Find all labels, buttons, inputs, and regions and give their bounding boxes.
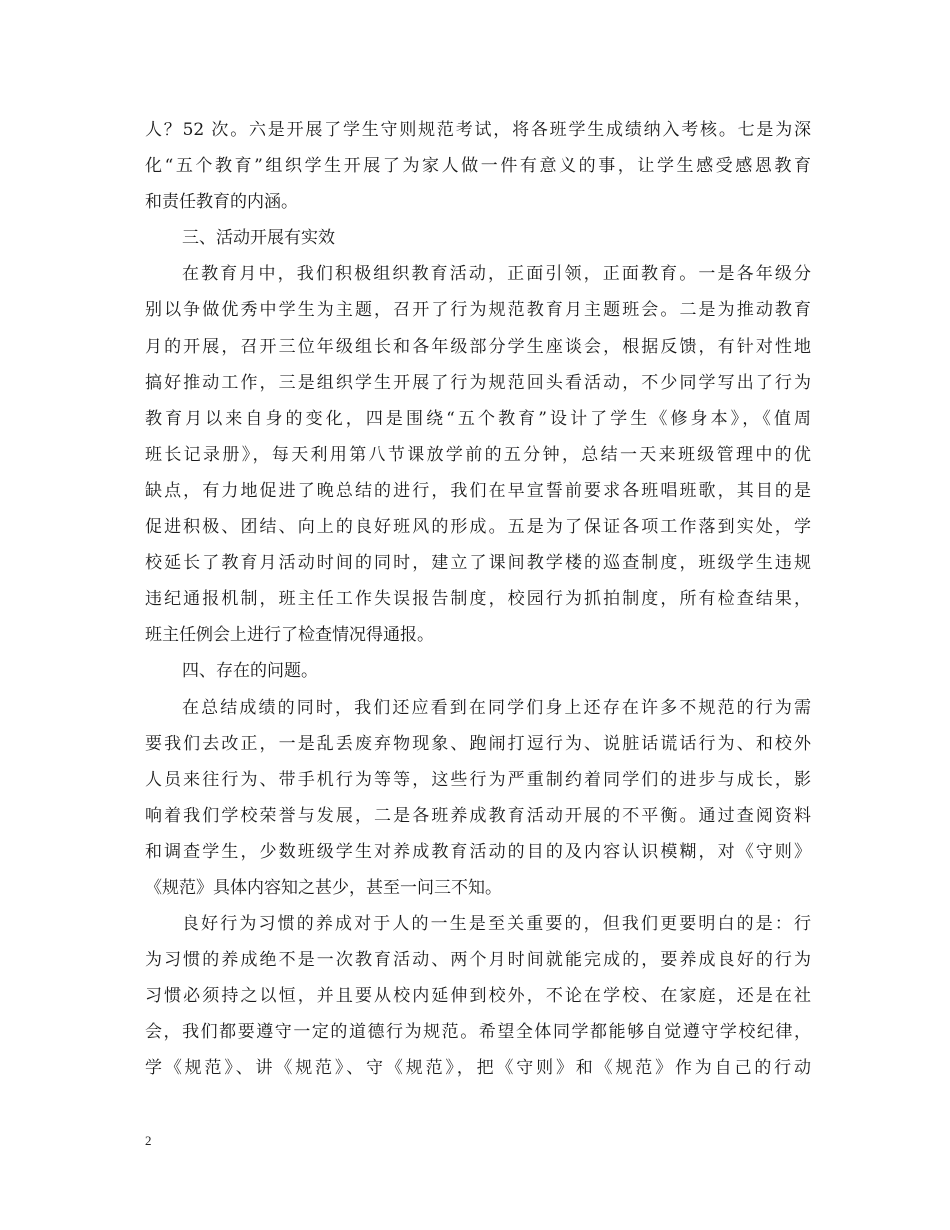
text-line: 为习惯的养成绝不是一次教育活动、两个月时间就能完成的，要养成良好的行为 xyxy=(145,950,811,971)
text-line: 别以争做优秀中学生为主题，召开了行为规范教育月主题班会。二是为推动教育 xyxy=(145,300,811,321)
text-line: 会，我们都要遵守一定的道德行为规范。希望全体同学都能够自觉遵守学校纪律， xyxy=(145,1022,811,1043)
text-line: 教育月以来自身的变化，四是围绕“五个教育”设计了学生《修身本》，《值周 xyxy=(145,408,811,429)
text-line: 班主任例会上进行了检查情况得通报。 xyxy=(145,625,434,646)
text-line: 《规范》具体内容知之甚少，甚至一问三不知。 xyxy=(145,877,502,898)
text-line: 四、存在的问题。 xyxy=(182,661,318,682)
text-line: 促进积极、团结、向上的良好班风的形成。五是为了保证各项工作落到实处，学 xyxy=(145,517,811,538)
text-line: 人员来往行为、带手机行为等等，这些行为严重制约着同学们的进步与成长，影 xyxy=(145,769,811,790)
text-line: 人？52 次。六是开展了学生守则规范考试，将各班学生成绩纳入考核。七是为深 xyxy=(145,120,811,140)
text-line: 违纪通报机制，班主任工作失误报告制度，校园行为抓拍制度，所有检查结果， xyxy=(145,589,811,610)
text-line: 搞好推动工作，三是组织学生开展了行为规范回头看活动，不少同学写出了行为 xyxy=(145,372,811,393)
text-line: 习惯必须持之以恒，并且要从校内延伸到校外，不论在学校、在家庭，还是在社 xyxy=(145,986,811,1007)
text-line: 良好行为习惯的养成对于人的一生是至关重要的，但我们更要明白的是：行 xyxy=(182,914,811,935)
text-line: 缺点，有力地促进了晚总结的进行，我们在早宣誓前要求各班唱班歌，其目的是 xyxy=(145,480,811,501)
text-line: 班长记录册》，每天利用第八节课放学前的五分钟，总结一天来班级管理中的优 xyxy=(145,444,811,465)
text-line: 和责任教育的内涵。 xyxy=(145,192,298,213)
text-line: 要我们去改正，一是乱丢废弃物现象、跑闹打逗行为、说脏话谎话行为、和校外 xyxy=(145,733,811,754)
text-line: 化“五个教育”组织学生开展了为家人做一件有意义的事，让学生感受感恩教育 xyxy=(145,156,811,177)
text-line: 在教育月中，我们积极组织教育活动，正面引领，正面教育。一是各年级分 xyxy=(182,264,811,285)
text-line: 在总结成绩的同时，我们还应看到在同学们身上还存在许多不规范的行为需 xyxy=(182,697,811,718)
text-line: 月的开展，召开三位年级组长和各年级部分学生座谈会，根据反馈，有针对性地 xyxy=(145,336,811,357)
text-line: 响着我们学校荣誉与发展，二是各班养成教育活动开展的不平衡。通过查阅资料 xyxy=(145,805,811,826)
page-number: 2 xyxy=(145,1133,152,1148)
text-line: 校延长了教育月活动时间的同时，建立了课间教学楼的巡查制度，班级学生违规 xyxy=(145,553,811,574)
text-line: 三、活动开展有实效 xyxy=(182,228,335,249)
text-line: 和调查学生，少数班级学生对养成教育活动的目的及内容认识模糊，对《守则》 xyxy=(145,841,811,862)
document-body xyxy=(145,112,811,1087)
text-line: 学《规范》、讲《规范》、守《规范》，把《守则》和《规范》作为自己的行动 xyxy=(145,1058,811,1079)
